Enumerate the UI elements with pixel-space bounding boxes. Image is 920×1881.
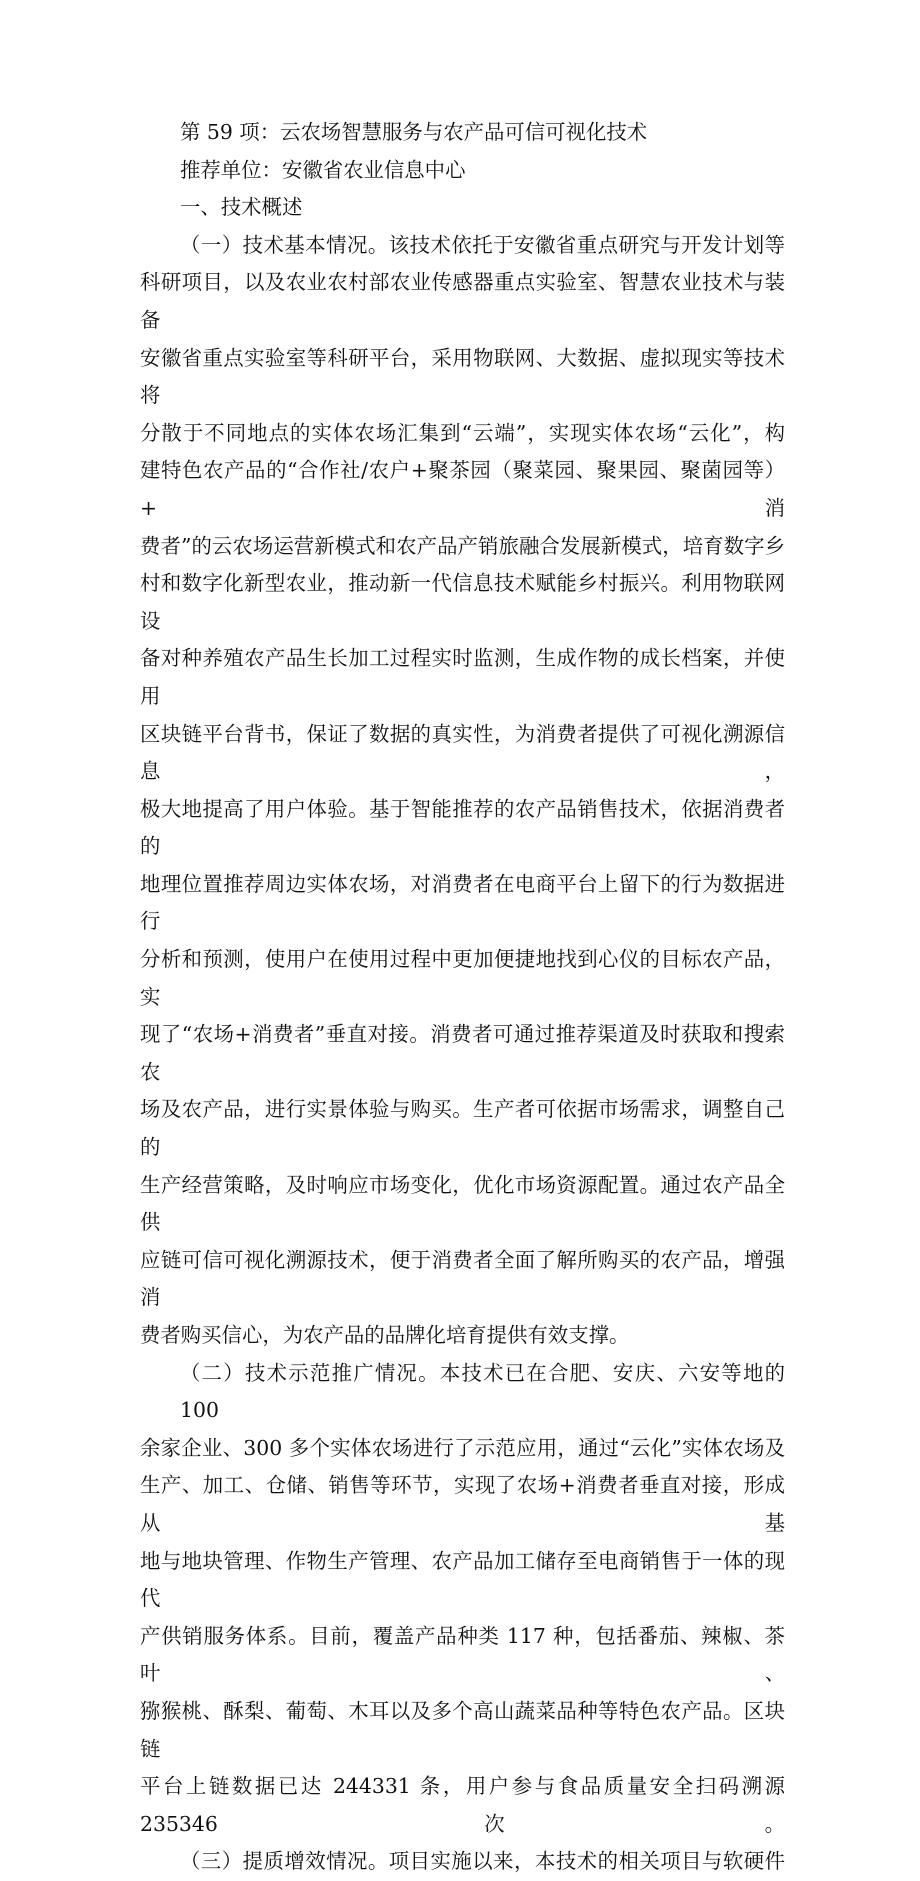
text-line: 费者购买信心，为农产品的品牌化培育提供有效支撑。	[140, 1323, 630, 1347]
text-line: 余家企业、300 多个实体农场进行了示范应用，通过“云化”实体农场及	[140, 1435, 785, 1460]
text-line: 分析和预测，使用户在使用过程中更加便捷地找到心仪的目标农产品，实	[140, 947, 785, 1009]
item-title: 第 59 项：云农场智慧服务与农产品可信可视化技术	[180, 120, 648, 144]
text-line: 地与地块管理、作物生产管理、农产品加工储存至电商销售于一体的现代	[140, 1548, 785, 1611]
text-line: 极大地提高了用户体验。基于智能推荐的农产品销售技术，依据消费者的	[140, 796, 785, 859]
recommending-unit: 推荐单位：安徽省农业信息中心	[180, 157, 466, 182]
text-line: 生产经营策略，及时响应市场变化，优化市场资源配置。通过农产品全供	[140, 1172, 785, 1235]
text-line: 安徽省重点实验室等科研平台，采用物联网、大数据、虚拟现实等技术将	[140, 345, 785, 408]
text-line: （三）提质增效情况。项目实施以来，本技术的相关项目与软硬件	[180, 1849, 785, 1874]
text-line: 应链可信可视化溯源技术，便于消费者全面了解所购买的农产品，增强消	[140, 1247, 785, 1310]
document-body	[140, 114, 785, 1881]
text-line: 科研项目，以及农业农村部农业传感器重点实验室、智慧农业技术与装备	[140, 270, 785, 332]
text-line: 区块链平台背书，保证了数据的真实性，为消费者提供了可视化溯源信息，	[140, 721, 785, 784]
text-line: 产供销服务体系。目前，覆盖产品种类 117 种，包括番茄、辣椒、茶叶、	[140, 1623, 785, 1686]
text-line: 费者”的云农场运营新模式和农产品产销旅融合发展新模式，培育数字乡	[140, 533, 785, 558]
text-line: 现了“农场+消费者”垂直对接。消费者可通过推荐渠道及时获取和搜索农	[140, 1022, 785, 1084]
text-line: 分散于不同地点的实体农场汇集到“云端”，实现实体农场“云化”，构	[140, 420, 785, 445]
text-line: 建特色农产品的“合作社/农户+聚茶园（聚菜园、聚果园、聚菌园等）+消	[140, 458, 785, 520]
paragraph-basic-info	[140, 227, 785, 1355]
text-line: 村和数字化新型农业，推动新一代信息技术赋能乡村振兴。利用物联网设	[140, 571, 785, 633]
text-line: 场及农产品，进行实景体验与购买。生产者可依据市场需求，调整自己的	[140, 1097, 785, 1160]
text-line: 生产、加工、仓储、销售等环节，实现了农场+消费者垂直对接，形成从基	[140, 1473, 785, 1535]
text-line: 地理位置推荐周边实体农场，对消费者在电商平台上留下的行为数据进行	[140, 871, 785, 934]
text-line: （二）技术示范推广情况。本技术已在合肥、安庆、六安等地的 100	[180, 1360, 785, 1423]
text-line: 猕猴桃、酥梨、葡萄、木耳以及多个高山蔬菜品种等特色农产品。区块链	[140, 1698, 785, 1761]
section-heading: 一、技术概述	[180, 195, 303, 220]
text-line: 平台上链数据已达 244331 条，用户参与食品质量安全扫码溯源 235346 次。	[140, 1774, 785, 1836]
text-line: 备对种养殖农产品生长加工过程实时监测，生成作物的成长档案，并使用	[140, 646, 785, 708]
text-line: （一）技术基本情况。该技术依托于安徽省重点研究与开发计划等	[180, 232, 785, 257]
paragraph-demonstration	[140, 1355, 785, 1844]
paragraph-quality-efficiency	[140, 1843, 785, 1881]
